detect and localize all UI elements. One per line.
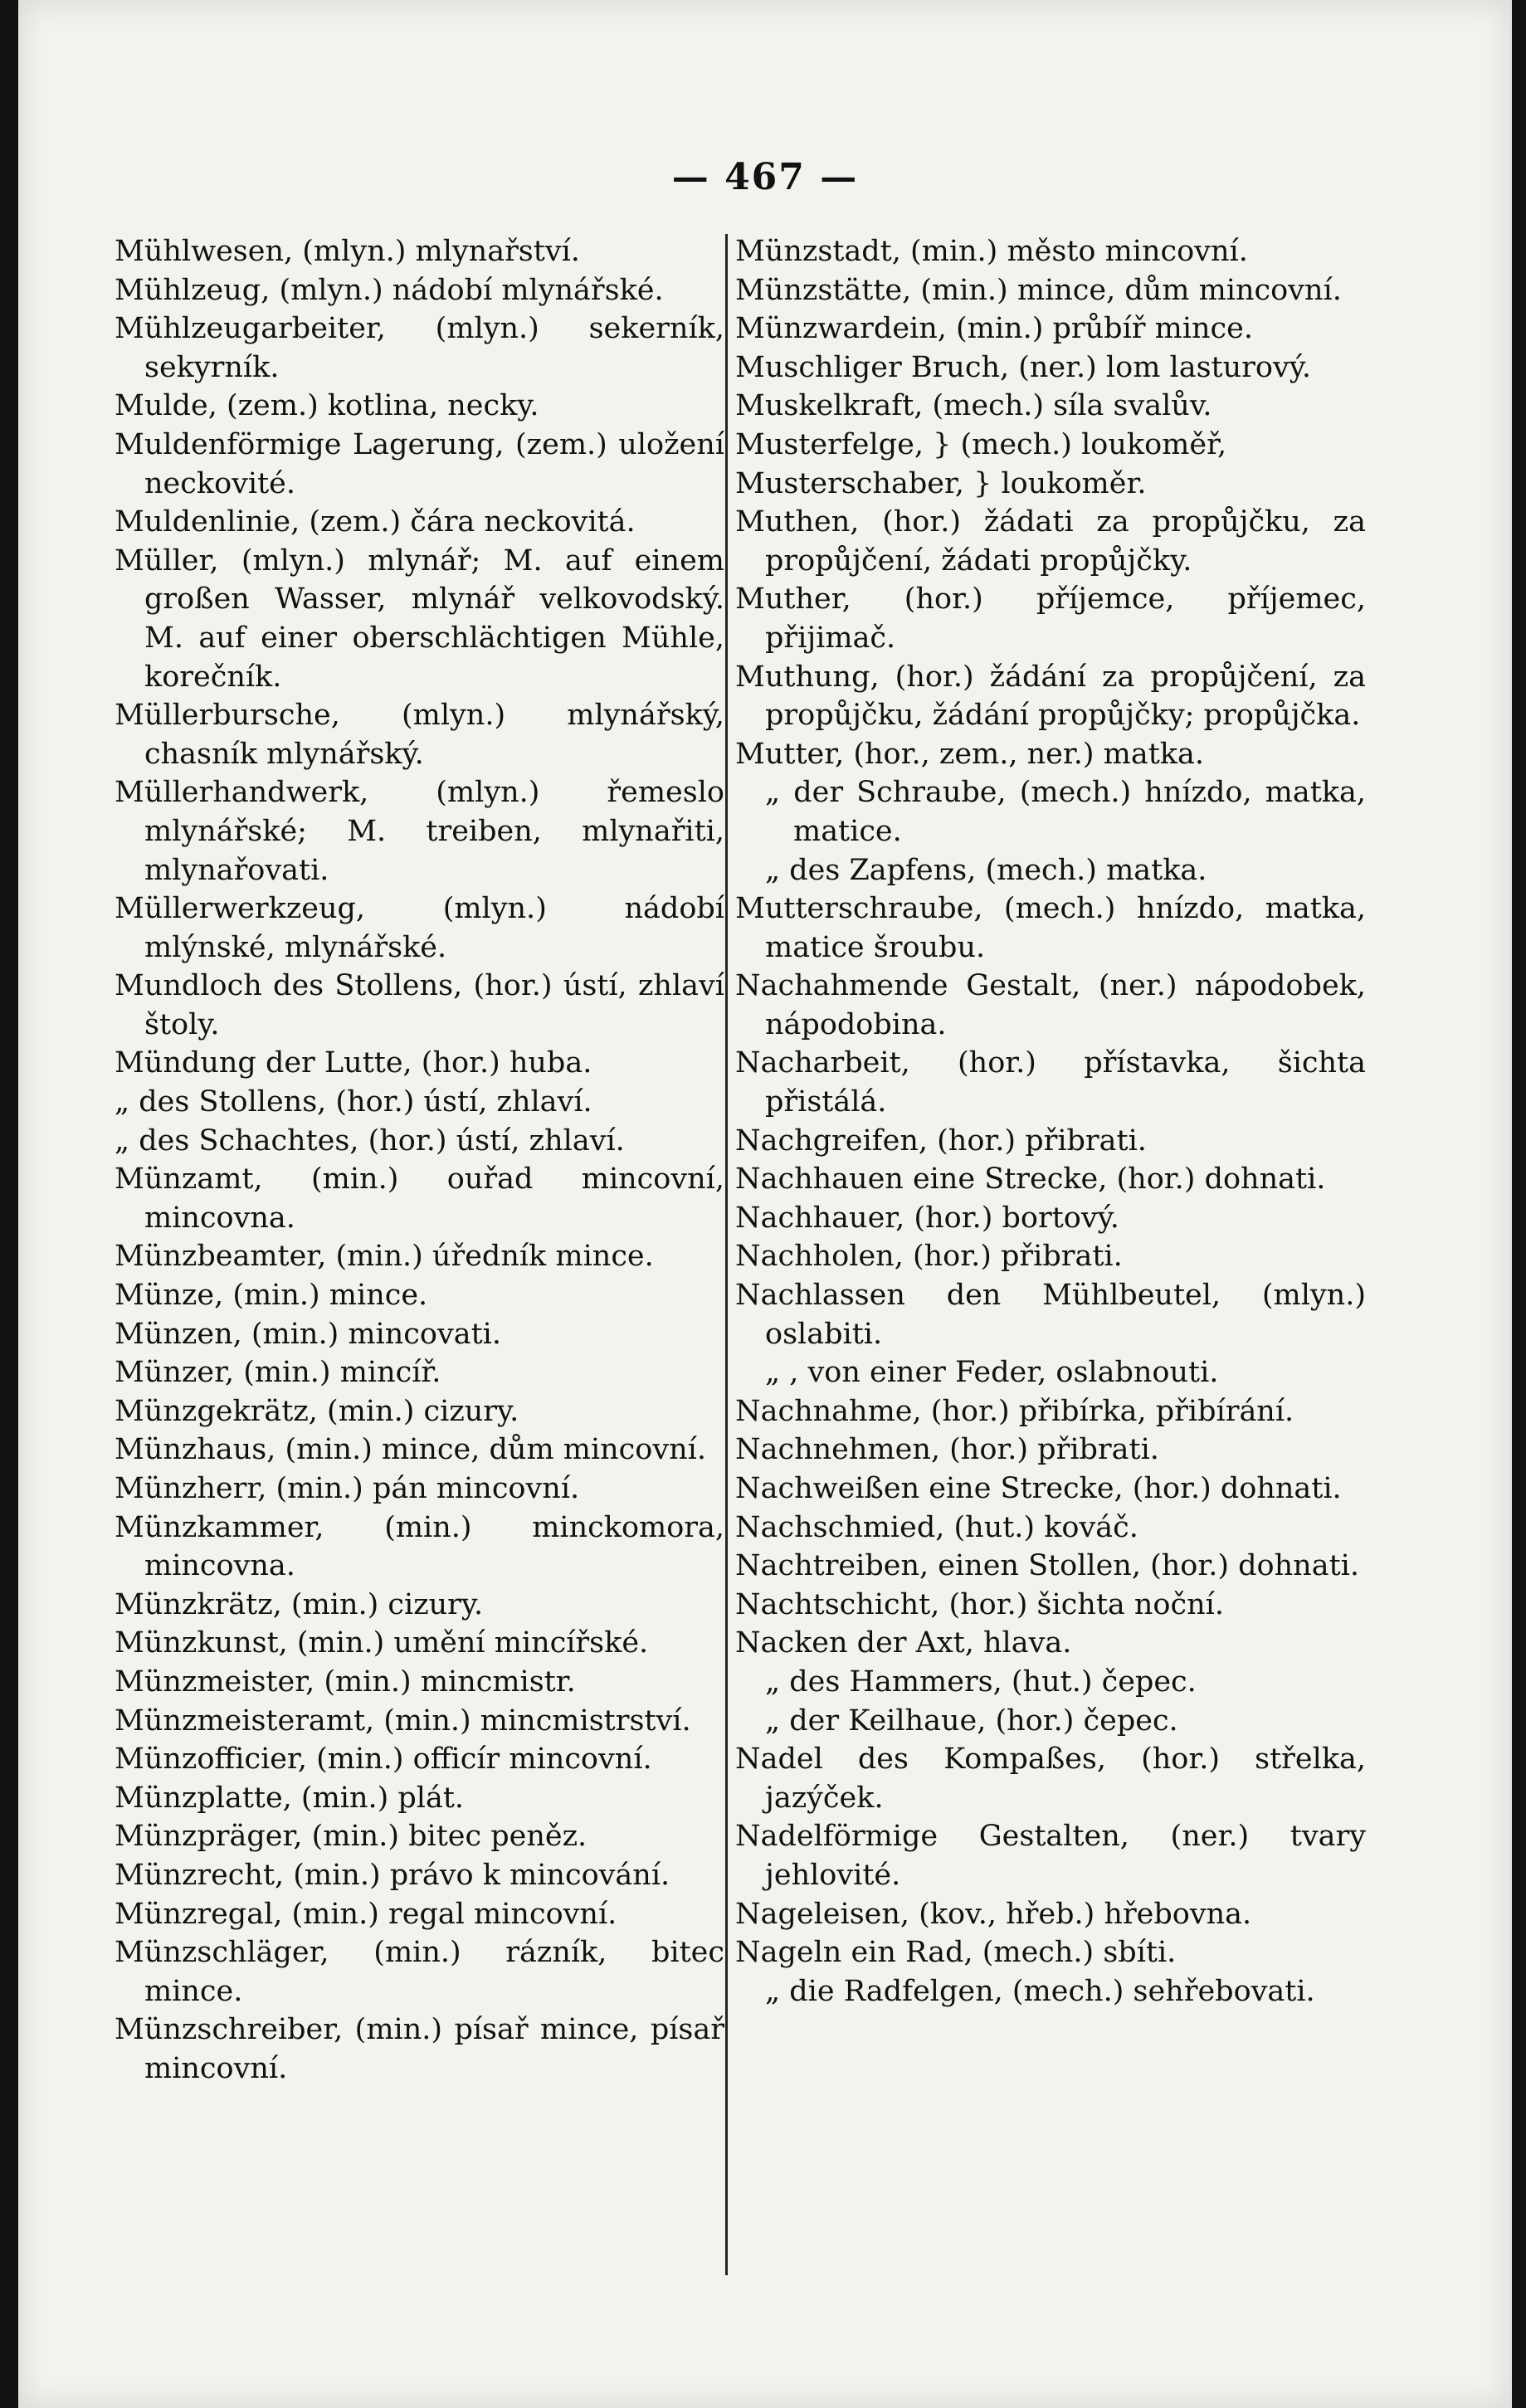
- dictionary-entry: Münzen, (min.) mincovati.: [115, 1317, 501, 1351]
- dictionary-entry: Münzamt, (min.) ouřad mincovní, mincovna.: [115, 1163, 724, 1235]
- dictionary-entry: Münzstadt, (min.) město mincovní.: [735, 235, 1248, 268]
- dictionary-entry: Muthen, (hor.) žádati za propůjčku, za propůjčení, žádati propůjčky.: [735, 505, 1366, 578]
- dictionary-entry: Münzpräger, (min.) bitec peněz.: [115, 1820, 587, 1854]
- dictionary-entry: „ der Schraube, (mech.) hnízdo, matka, matice.: [765, 776, 1366, 848]
- dictionary-entry: Nachschmied, (hut.) kováč.: [735, 1510, 1138, 1544]
- page-number: — 467 —: [671, 156, 859, 198]
- dictionary-entry: Nachahmende Gestalt, (ner.) nápodobek, nápodobina.: [735, 969, 1366, 1041]
- dictionary-entry: Nachhauen eine Strecke, (hor.) dohnati.: [735, 1163, 1326, 1197]
- dictionary-entry: „ des Schachtes, (hor.) ústí, zhlaví.: [115, 1124, 625, 1158]
- dictionary-entry: Mulde, (zem.) kotlina, necky.: [115, 389, 539, 423]
- dictionary-entry: Münzregal, (min.) regal mincovní.: [115, 1897, 617, 1931]
- dictionary-entry: Nacken der Axt, hlava.: [735, 1626, 1072, 1660]
- right-column: [735, 232, 1366, 2011]
- dictionary-entry: Münzkrätz, (min.) cizury.: [115, 1587, 484, 1621]
- dictionary-entry: Münzwardein, (min.) průbíř mince.: [735, 312, 1254, 346]
- dictionary-entry: Münzmeisteramt, (min.) mincmistrství.: [115, 1704, 691, 1738]
- dictionary-entry: Müller, (mlyn.) mlynář; M. auf einem großen Wasser, mlynář velkovodský. M. auf einer oberschlächtigen Mühle, korečník.: [115, 544, 724, 694]
- dictionary-entry: Mühlzeug, (mlyn.) nádobí mlynářské.: [115, 273, 664, 307]
- dictionary-entry: Nageleisen, (kov., hřeb.) hřebovna.: [735, 1897, 1252, 1931]
- dictionary-entry: Nachhauer, (hor.) bortový.: [735, 1201, 1119, 1235]
- dictionary-entry: Muldenförmige Lagerung, (zem.) uložení neckovité.: [115, 427, 724, 500]
- dictionary-entry: Münzmeister, (min.) mincmistr.: [115, 1665, 576, 1699]
- dictionary-entry: Muschliger Bruch, (ner.) lom lasturový.: [735, 350, 1311, 384]
- dictionary-entry: Münzstätte, (min.) mince, dům mincovní.: [735, 273, 1342, 307]
- dictionary-entry: Muther, (hor.) příjemce, příjemec, přijimač.: [735, 583, 1366, 655]
- dictionary-entry: „ des Hammers, (hut.) čepec.: [765, 1665, 1197, 1699]
- dictionary-entry: Muthung, (hor.) žádání za propůjčení, za propůjčku, žádání propůjčky; propůjčka.: [735, 660, 1366, 733]
- dictionary-entry: Münzplatte, (min.) plát.: [115, 1781, 465, 1815]
- dictionary-entry: Nacharbeit, (hor.) přístavka, šichta přistálá.: [735, 1046, 1366, 1119]
- dictionary-entry: Muskelkraft, (mech.) síla svalův.: [735, 389, 1212, 423]
- dictionary-entry: Münzer, (min.) mincíř.: [115, 1356, 441, 1390]
- dictionary-entry: „ der Keilhaue, (hor.) čepec.: [765, 1704, 1178, 1738]
- column-divider: [725, 234, 728, 2275]
- dictionary-entry: Münzkunst, (min.) umění mincířské.: [115, 1626, 649, 1660]
- dictionary-entry: Nadelförmige Gestalten, (ner.) tvary jehlovité.: [735, 1820, 1366, 1892]
- dictionary-entry: Münzgekrätz, (min.) cizury.: [115, 1394, 519, 1428]
- dictionary-entry: Müllerbursche, (mlyn.) mlynářský, chasník mlynářský.: [115, 699, 724, 771]
- dictionary-entry: Münzschreiber, (min.) písař mince, písař mincovní.: [115, 2013, 724, 2085]
- dictionary-entry: Nachgreifen, (hor.) přibrati.: [735, 1124, 1147, 1158]
- dictionary-entry: „ die Radfelgen, (mech.) sehřebovati.: [765, 1974, 1315, 2008]
- dictionary-entry: Münzkammer, (min.) minckomora, mincovna.: [115, 1510, 724, 1583]
- dictionary-page: [18, 0, 1512, 2408]
- dictionary-entry: Münzschläger, (min.) rázník, bitec mince.: [115, 1936, 724, 2008]
- dictionary-entry: „ des Stollens, (hor.) ústí, zhlaví.: [115, 1085, 592, 1119]
- dictionary-entry: Mühlwesen, (mlyn.) mlynařství.: [115, 235, 580, 268]
- dictionary-entry: Nadel des Kompaßes, (hor.) střelka, jazýček.: [735, 1743, 1366, 1815]
- dictionary-entry: Nageln ein Rad, (mech.) sbíti.: [735, 1936, 1177, 1970]
- dictionary-entry: Nachnehmen, (hor.) přibrati.: [735, 1433, 1159, 1467]
- dictionary-entry: Mutterschraube, (mech.) hnízdo, matka, matice šroubu.: [735, 892, 1366, 964]
- dictionary-entry: Müllerwerkzeug, (mlyn.) nádobí mlýnské, mlynářské.: [115, 892, 724, 964]
- dictionary-entry: Münzofficier, (min.) officír mincovní.: [115, 1743, 652, 1777]
- dictionary-entry: Nachlassen den Mühlbeutel, (mlyn.) oslabiti.: [735, 1279, 1366, 1351]
- dictionary-entry: Münzherr, (min.) pán mincovní.: [115, 1472, 580, 1505]
- dictionary-entry: Musterfelge, } (mech.) loukoměř,: [735, 427, 1227, 461]
- dictionary-entry: „ des Zapfens, (mech.) matka.: [765, 853, 1207, 887]
- dictionary-entry: Nachholen, (hor.) přibrati.: [735, 1240, 1123, 1274]
- dictionary-entry: Münze, (min.) mince.: [115, 1279, 428, 1313]
- dictionary-entry: Münzbeamter, (min.) úředník mince.: [115, 1240, 654, 1274]
- dictionary-entry: Muldenlinie, (zem.) čára neckovitá.: [115, 505, 636, 539]
- dictionary-entry: Mühlzeugarbeiter, (mlyn.) sekerník, sekyrník.: [115, 312, 724, 384]
- dictionary-entry: „ , von einer Feder, oslabnouti.: [765, 1356, 1219, 1390]
- left-column: [115, 232, 724, 2089]
- dictionary-entry: Mündung der Lutte, (hor.) huba.: [115, 1046, 592, 1080]
- dictionary-entry: Nachtreiben, einen Stollen, (hor.) dohnati.: [735, 1549, 1359, 1583]
- dictionary-entry: Mundloch des Stollens, (hor.) ústí, zhlaví štoly.: [115, 969, 724, 1041]
- dictionary-entry: Nachtschicht, (hor.) šichta noční.: [735, 1587, 1224, 1621]
- dictionary-entry: Nachnahme, (hor.) přibírka, přibírání.: [735, 1394, 1294, 1428]
- dictionary-entry: Münzhaus, (min.) mince, dům mincovní.: [115, 1433, 706, 1467]
- dictionary-entry: Mutter, (hor., zem., ner.) matka.: [735, 737, 1204, 771]
- dictionary-entry: Müllerhandwerk, (mlyn.) řemeslo mlynářské; M. treiben, mlynařiti, mlynařovati.: [115, 776, 724, 887]
- dictionary-entry: Münzrecht, (min.) právo k mincování.: [115, 1858, 670, 1892]
- dictionary-entry: Nachweißen eine Strecke, (hor.) dohnati.: [735, 1472, 1342, 1505]
- dictionary-entry: Musterschaber, } loukoměr.: [735, 466, 1147, 500]
